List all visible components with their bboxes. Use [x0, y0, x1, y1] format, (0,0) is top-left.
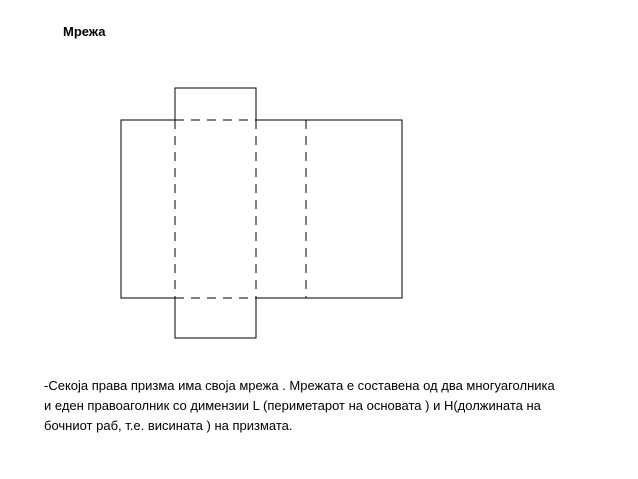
- description-line: -Секоја права призма има своја мрежа . Мрежата е составена од два многуаголника: [44, 378, 555, 393]
- slide-title: Мрежа: [63, 24, 106, 39]
- description-line: бочниот раб, т.е. висината ) на призмата.: [44, 418, 293, 433]
- description-line: и еден правоаголник со димензии L (периметарот на основата ) и H(должината на: [44, 398, 541, 413]
- description-text: [44, 376, 629, 436]
- net-outline: [121, 88, 402, 338]
